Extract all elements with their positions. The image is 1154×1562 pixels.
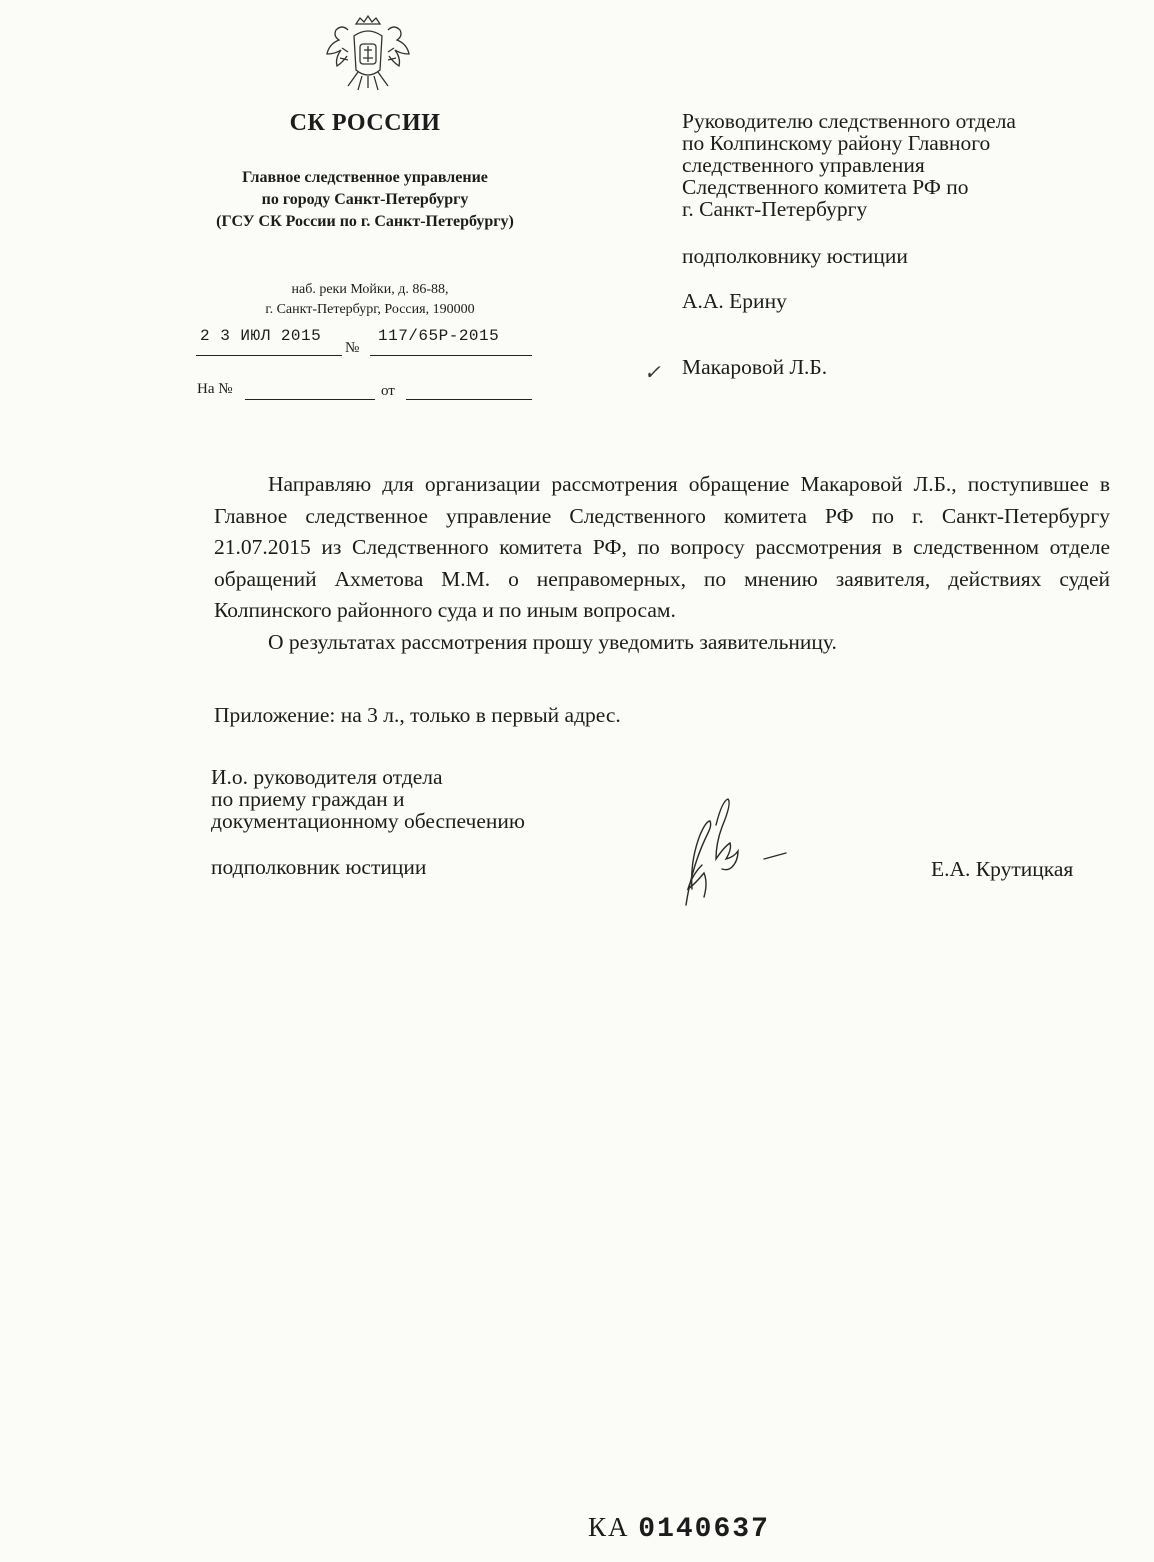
addressee-line-2: по Колпинскому району Главного — [682, 131, 991, 155]
signer-position-line-1: И.о. руководителя отдела — [211, 765, 443, 789]
number-underline — [370, 355, 532, 356]
signer-rank: подполковник юстиции — [211, 855, 427, 879]
ref-number-line — [245, 399, 375, 400]
ref-label: На № — [197, 381, 233, 397]
serial-digits: 0140637 — [638, 1514, 770, 1545]
signer-name: Е.А. Крутицкая — [931, 857, 1074, 881]
handwritten-signature — [670, 795, 800, 910]
signer-position-line-3: документационному обеспечению — [211, 809, 525, 833]
second-addressee-name: Макаровой Л.Б. — [682, 355, 828, 379]
address-line-1: наб. реки Мойки, д. 86-88, — [291, 282, 449, 297]
addressee-line-4: Следственного комитета РФ по — [682, 175, 969, 199]
signer-position — [211, 766, 525, 832]
date-underline — [196, 355, 342, 356]
addressee-block — [682, 110, 1112, 220]
addressee-line-1: Руководителю следственного отдела — [682, 109, 1016, 133]
org-sub-line-3: (ГСУ СК России по г. Санкт-Петербургу) — [216, 213, 514, 230]
org-sub-line-2: по городу Санкт-Петербургу — [261, 191, 469, 208]
addressee-line-3: следственного управления — [682, 153, 925, 177]
org-sub-line-1: Главное следственное управление — [242, 169, 488, 186]
body-paragraph-1: Направляю для организации рассмотрения обращение Макаровой Л.Б., поступившее в Главное следственное управление Следственного комитета РФ по г. Санкт-Петербургу 21.07.2015 из Следственного комитета РФ, по вопросу рассмотрения в следственном отделе обращений Ахметова М.М. о неправомерных, по мнению заявителя, действиях судей Колпинского районного суда и по иным вопросам. — [214, 472, 1110, 622]
number-label: № — [345, 340, 360, 356]
body-paragraph-2: О результатах рассмотрения прошу уведомить заявительницу. — [268, 629, 837, 654]
address-line-2: г. Санкт-Петербург, Россия, 190000 — [265, 302, 475, 317]
number-stamp: 117/65Р-2015 — [378, 327, 500, 345]
addressee-name: А.А. Ерину — [682, 289, 787, 313]
letter-body — [214, 469, 1110, 658]
org-main-title: СК РОССИИ — [289, 110, 441, 136]
signer-position-line-2: по приему граждан и — [211, 787, 405, 811]
addressee-rank: подполковнику юстиции — [682, 244, 908, 268]
serial-series: КА — [588, 1512, 630, 1542]
date-stamp: 2 3 ИЮЛ 2015 — [200, 327, 322, 345]
addressee-line-5: г. Санкт-Петербургу — [682, 197, 868, 221]
check-mark-icon: ✓ — [644, 362, 661, 384]
ref-from-label: от — [381, 383, 395, 399]
ref-date-line — [406, 399, 532, 400]
coat-of-arms-icon — [318, 6, 418, 106]
attachment-note: Приложение: на 3 л., только в первый адрес. — [214, 703, 621, 727]
form-serial-number — [588, 1512, 770, 1545]
